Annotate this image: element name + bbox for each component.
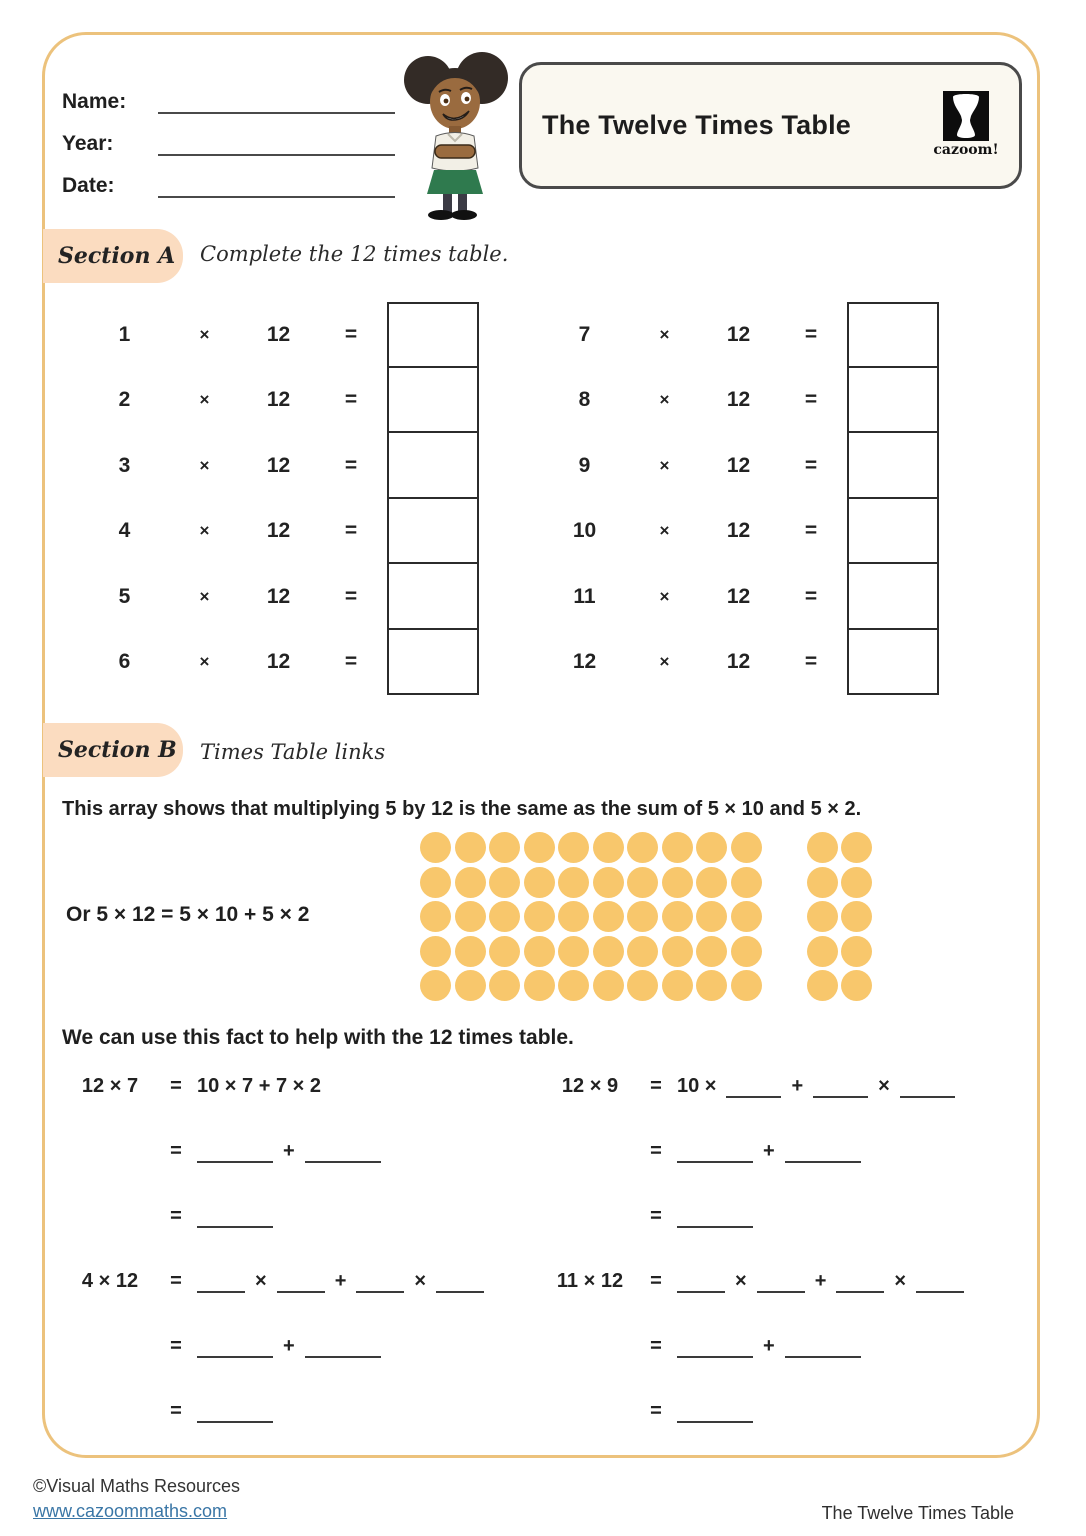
- equals-symbol: =: [804, 453, 818, 477]
- equals-symbol: =: [344, 322, 358, 346]
- times-table-row: [82, 499, 387, 565]
- equation-rhs: [197, 1075, 321, 1098]
- worked-equation-row: [545, 1070, 1025, 1098]
- array-dot: [593, 867, 624, 898]
- section-b-tab: [43, 723, 183, 777]
- equation-rhs: [197, 1206, 273, 1228]
- dot-array-row: [420, 867, 876, 898]
- section-b-tab-label: Section B: [58, 737, 177, 763]
- answer-blank[interactable]: [813, 1076, 868, 1098]
- times-table-row: [82, 630, 387, 696]
- multiplier: 12: [726, 322, 751, 346]
- worked-equations-left: [65, 1070, 545, 1460]
- array-dot: [841, 832, 872, 863]
- equation-term: ×: [894, 1270, 907, 1292]
- answer-blank[interactable]: [916, 1271, 964, 1293]
- factor: 12: [572, 650, 597, 674]
- array-dot: [662, 832, 693, 863]
- array-dot: [731, 936, 762, 967]
- equals-symbol: =: [650, 1205, 662, 1227]
- factor: 8: [578, 388, 591, 412]
- multiplier: 12: [726, 519, 751, 543]
- array-dot: [696, 867, 727, 898]
- equals-symbol: =: [170, 1140, 182, 1162]
- multiplier: 12: [726, 388, 751, 412]
- array-dot: [558, 936, 589, 967]
- times-table-row: [542, 302, 847, 368]
- array-dot: [627, 867, 658, 898]
- cazoom-logo: [925, 91, 1007, 158]
- multiplier: 12: [266, 519, 291, 543]
- name-label: Name:: [62, 90, 127, 113]
- date-field-line[interactable]: [158, 172, 395, 198]
- array-dot: [662, 901, 693, 932]
- factor: 2: [118, 388, 131, 412]
- array-dot: [420, 901, 451, 932]
- footer-copyright: ©Visual Maths Resources: [33, 1476, 241, 1496]
- array-dot: [524, 901, 555, 932]
- times-table-row: [82, 433, 387, 499]
- array-dot: [807, 867, 838, 898]
- answer-blank[interactable]: [785, 1336, 861, 1358]
- answer-blank[interactable]: [900, 1076, 955, 1098]
- answer-blank[interactable]: [197, 1401, 273, 1423]
- array-dot: [489, 832, 520, 863]
- date-field-row: [62, 156, 395, 198]
- answer-box[interactable]: [847, 433, 939, 499]
- array-dot: [696, 901, 727, 932]
- times-table-left-column: [82, 302, 387, 695]
- equation-rhs: [197, 1270, 484, 1293]
- equation-lhs: 4 × 12: [81, 1270, 139, 1292]
- answer-box[interactable]: [847, 499, 939, 565]
- answer-blank[interactable]: [677, 1271, 725, 1293]
- array-dot: [420, 970, 451, 1001]
- equation-term: +: [283, 1140, 295, 1162]
- equation-rhs: [677, 1075, 955, 1098]
- array-dot: [524, 832, 555, 863]
- factor: 10: [572, 519, 597, 543]
- times-symbol: ×: [199, 455, 210, 475]
- equals-symbol: =: [804, 650, 818, 674]
- equals-symbol: =: [344, 453, 358, 477]
- array-dot: [593, 970, 624, 1001]
- factor: 3: [118, 453, 131, 477]
- factor: 7: [578, 322, 591, 346]
- answer-box[interactable]: [387, 630, 479, 696]
- equation-rhs: [677, 1335, 861, 1358]
- array-dot: [731, 970, 762, 1001]
- equals-symbol: =: [344, 519, 358, 543]
- answer-box[interactable]: [387, 433, 479, 499]
- times-symbol: ×: [199, 390, 210, 410]
- year-field-row: [62, 114, 395, 156]
- answer-blank[interactable]: [785, 1141, 861, 1163]
- equation-term: ×: [735, 1270, 747, 1292]
- equation-rhs: [677, 1401, 753, 1423]
- equation-rhs: [197, 1401, 273, 1423]
- factor: 4: [118, 519, 131, 543]
- factor: 6: [118, 650, 131, 674]
- equals-symbol: =: [170, 1400, 182, 1422]
- equation-rhs: [677, 1270, 964, 1293]
- array-dot: [524, 970, 555, 1001]
- array-dot: [558, 832, 589, 863]
- factor: 5: [118, 584, 131, 608]
- equals-symbol: =: [650, 1335, 662, 1357]
- times-symbol: ×: [659, 390, 670, 410]
- equals-symbol: =: [170, 1205, 182, 1227]
- equals-symbol: =: [170, 1075, 182, 1097]
- answer-boxes-right: [847, 302, 939, 695]
- times-table-row: [82, 564, 387, 630]
- equation-rhs: [197, 1335, 381, 1358]
- times-symbol: ×: [659, 652, 670, 672]
- section-b-instruction: Times Table links: [200, 740, 386, 764]
- equation-term: +: [814, 1270, 827, 1292]
- array-dot: [593, 901, 624, 932]
- multiplier: 12: [266, 453, 291, 477]
- dot-array-row: [420, 970, 876, 1001]
- answer-box[interactable]: [387, 499, 479, 565]
- array-dot: [593, 936, 624, 967]
- equation-term: 10 ×: [677, 1075, 717, 1097]
- equation-term: ×: [414, 1270, 427, 1292]
- multiplier: 12: [266, 584, 291, 608]
- answer-blank[interactable]: [277, 1271, 325, 1293]
- equals-symbol: =: [650, 1400, 662, 1422]
- array-dot: [662, 936, 693, 967]
- array-dot: [420, 867, 451, 898]
- section-a-instruction: Complete the 12 times table.: [200, 242, 509, 266]
- equals-symbol: =: [804, 388, 818, 412]
- array-dot: [696, 832, 727, 863]
- times-table-row: [542, 564, 847, 630]
- equation-rhs: [197, 1140, 381, 1163]
- array-dot: [807, 970, 838, 1001]
- worked-equation-row: [65, 1200, 545, 1228]
- multiplier: 12: [266, 322, 291, 346]
- array-dot: [662, 867, 693, 898]
- answer-blank[interactable]: [197, 1141, 273, 1163]
- array-dot: [593, 832, 624, 863]
- array-dot: [662, 970, 693, 1001]
- equals-symbol: =: [650, 1140, 662, 1162]
- times-symbol: ×: [199, 521, 210, 541]
- answer-blank[interactable]: [836, 1271, 884, 1293]
- array-dot: [420, 832, 451, 863]
- equation-term: +: [763, 1335, 775, 1357]
- times-table-row: [82, 368, 387, 434]
- equals-symbol: =: [650, 1270, 662, 1292]
- footer-doc-title: The Twelve Times Table: [821, 1503, 1014, 1523]
- array-dot: [627, 970, 658, 1001]
- answer-blank[interactable]: [305, 1141, 381, 1163]
- date-label: Date:: [62, 174, 115, 197]
- times-table-row: [542, 630, 847, 696]
- equals-symbol: =: [344, 388, 358, 412]
- worked-equations-right: [545, 1070, 1025, 1460]
- array-dot: [807, 832, 838, 863]
- times-table-right-column: [542, 302, 847, 695]
- student-fields: [62, 72, 395, 198]
- times-symbol: ×: [199, 324, 210, 344]
- worked-equation-row: [545, 1330, 1025, 1358]
- title-box: [519, 62, 1022, 189]
- array-equation: Or 5 × 12 = 5 × 10 + 5 × 2: [66, 903, 310, 926]
- array-dot: [558, 867, 589, 898]
- answer-blank[interactable]: [677, 1141, 753, 1163]
- answer-box[interactable]: [387, 368, 479, 434]
- answer-boxes-left: [387, 302, 479, 695]
- answer-blank[interactable]: [677, 1401, 753, 1423]
- answer-box[interactable]: [847, 564, 939, 630]
- array-dot: [489, 867, 520, 898]
- equation-term: +: [283, 1335, 295, 1357]
- worked-equation-row: [65, 1135, 545, 1163]
- equals-symbol: =: [170, 1270, 182, 1292]
- answer-box[interactable]: [387, 302, 479, 368]
- array-dot: [524, 936, 555, 967]
- array-dot: [696, 970, 727, 1001]
- times-table-row: [542, 433, 847, 499]
- equals-symbol: =: [650, 1075, 662, 1097]
- array-dot: [455, 867, 486, 898]
- equals-symbol: =: [804, 519, 818, 543]
- factor: 11: [573, 584, 596, 608]
- array-dot: [807, 936, 838, 967]
- worked-equation-row: [545, 1200, 1025, 1228]
- worked-equation-row: [545, 1135, 1025, 1163]
- year-label: Year:: [62, 132, 114, 155]
- equals-symbol: =: [170, 1335, 182, 1357]
- array-dot: [627, 832, 658, 863]
- multiplier: 12: [726, 650, 751, 674]
- answer-blank[interactable]: [677, 1336, 753, 1358]
- array-dot: [489, 936, 520, 967]
- section-a-tab-label: Section A: [58, 243, 176, 269]
- year-field-line[interactable]: [158, 130, 395, 156]
- array-dot: [696, 936, 727, 967]
- array-dot: [420, 936, 451, 967]
- answer-box[interactable]: [847, 630, 939, 696]
- array-dot: [558, 970, 589, 1001]
- equals-symbol: =: [344, 584, 358, 608]
- times-table-row: [542, 368, 847, 434]
- logo-text: cazoom!: [933, 142, 999, 158]
- multiplier: 12: [266, 650, 291, 674]
- footer-website-link[interactable]: www.cazoommaths.com: [33, 1501, 228, 1521]
- equation-term: ×: [255, 1270, 267, 1292]
- times-symbol: ×: [659, 455, 670, 475]
- factor: 9: [578, 453, 591, 477]
- multiplier: 12: [266, 388, 291, 412]
- array-dot: [627, 901, 658, 932]
- answer-blank[interactable]: [197, 1206, 273, 1228]
- page-title: The Twelve Times Table: [542, 110, 852, 140]
- times-symbol: ×: [659, 521, 670, 541]
- equation-lhs: 12 × 9: [561, 1075, 619, 1097]
- dot-array-row: [420, 832, 876, 863]
- answer-blank[interactable]: [356, 1271, 404, 1293]
- answer-blank[interactable]: [305, 1336, 381, 1358]
- name-field-row: [62, 72, 395, 114]
- equation-rhs: [677, 1206, 753, 1228]
- equals-symbol: =: [344, 650, 358, 674]
- answer-blank[interactable]: [757, 1271, 805, 1293]
- drum-icon: [943, 91, 989, 141]
- array-dot: [455, 832, 486, 863]
- factor: 1: [118, 322, 131, 346]
- times-symbol: ×: [199, 586, 210, 606]
- answer-blank[interactable]: [677, 1206, 753, 1228]
- equation-lhs: 12 × 7: [81, 1075, 139, 1097]
- schoolgirl-illustration: [398, 44, 512, 220]
- section-a-tab: [43, 229, 183, 283]
- worked-equation-row: [65, 1265, 545, 1293]
- answer-box[interactable]: [387, 564, 479, 630]
- times-symbol: ×: [659, 324, 670, 344]
- dot-array: [420, 832, 876, 1005]
- array-dot: [627, 936, 658, 967]
- array-dot: [807, 901, 838, 932]
- times-symbol: ×: [199, 652, 210, 672]
- answer-box[interactable]: [847, 302, 939, 368]
- dot-array-row: [420, 901, 876, 932]
- array-dot: [558, 901, 589, 932]
- fact-line: We can use this fact to help with the 12 times table.: [62, 1026, 574, 1049]
- answer-blank[interactable]: [436, 1271, 484, 1293]
- times-table-row: [542, 499, 847, 565]
- equals-symbol: =: [804, 584, 818, 608]
- equation-lhs: 11 × 12: [556, 1270, 624, 1292]
- multiplier: 12: [726, 584, 751, 608]
- times-symbol: ×: [659, 586, 670, 606]
- worked-equation-row: [65, 1395, 545, 1423]
- equals-symbol: =: [804, 322, 818, 346]
- answer-blank[interactable]: [197, 1336, 273, 1358]
- multiplier: 12: [726, 453, 751, 477]
- array-dot: [841, 936, 872, 967]
- times-table-row: [82, 302, 387, 368]
- equation-term: +: [763, 1140, 775, 1162]
- worked-equation-row: [545, 1395, 1025, 1423]
- array-dot: [455, 970, 486, 1001]
- equation-term: 10 × 7 + 7 × 2: [197, 1075, 321, 1097]
- answer-blank[interactable]: [726, 1076, 781, 1098]
- dot-array-row: [420, 936, 876, 967]
- array-caption: This array shows that multiplying 5 by 12 is the same as the sum of 5 × 10 and 5 × 2.: [62, 798, 862, 820]
- equation-term: +: [334, 1270, 347, 1292]
- worked-equation-row: [65, 1330, 545, 1358]
- array-dot: [731, 867, 762, 898]
- array-dot: [841, 867, 872, 898]
- array-dot: [841, 901, 872, 932]
- array-dot: [489, 970, 520, 1001]
- equation-term: +: [791, 1075, 804, 1097]
- answer-box[interactable]: [847, 368, 939, 434]
- array-dot: [455, 936, 486, 967]
- worked-equation-row: [65, 1070, 545, 1098]
- equation-term: ×: [878, 1075, 890, 1097]
- array-dot: [455, 901, 486, 932]
- worked-equation-row: [545, 1265, 1025, 1293]
- array-dot: [841, 970, 872, 1001]
- array-dot: [731, 832, 762, 863]
- array-dot: [489, 901, 520, 932]
- array-dot: [731, 901, 762, 932]
- answer-blank[interactable]: [197, 1271, 245, 1293]
- equation-rhs: [677, 1140, 861, 1163]
- name-field-line[interactable]: [158, 88, 395, 114]
- array-dot: [524, 867, 555, 898]
